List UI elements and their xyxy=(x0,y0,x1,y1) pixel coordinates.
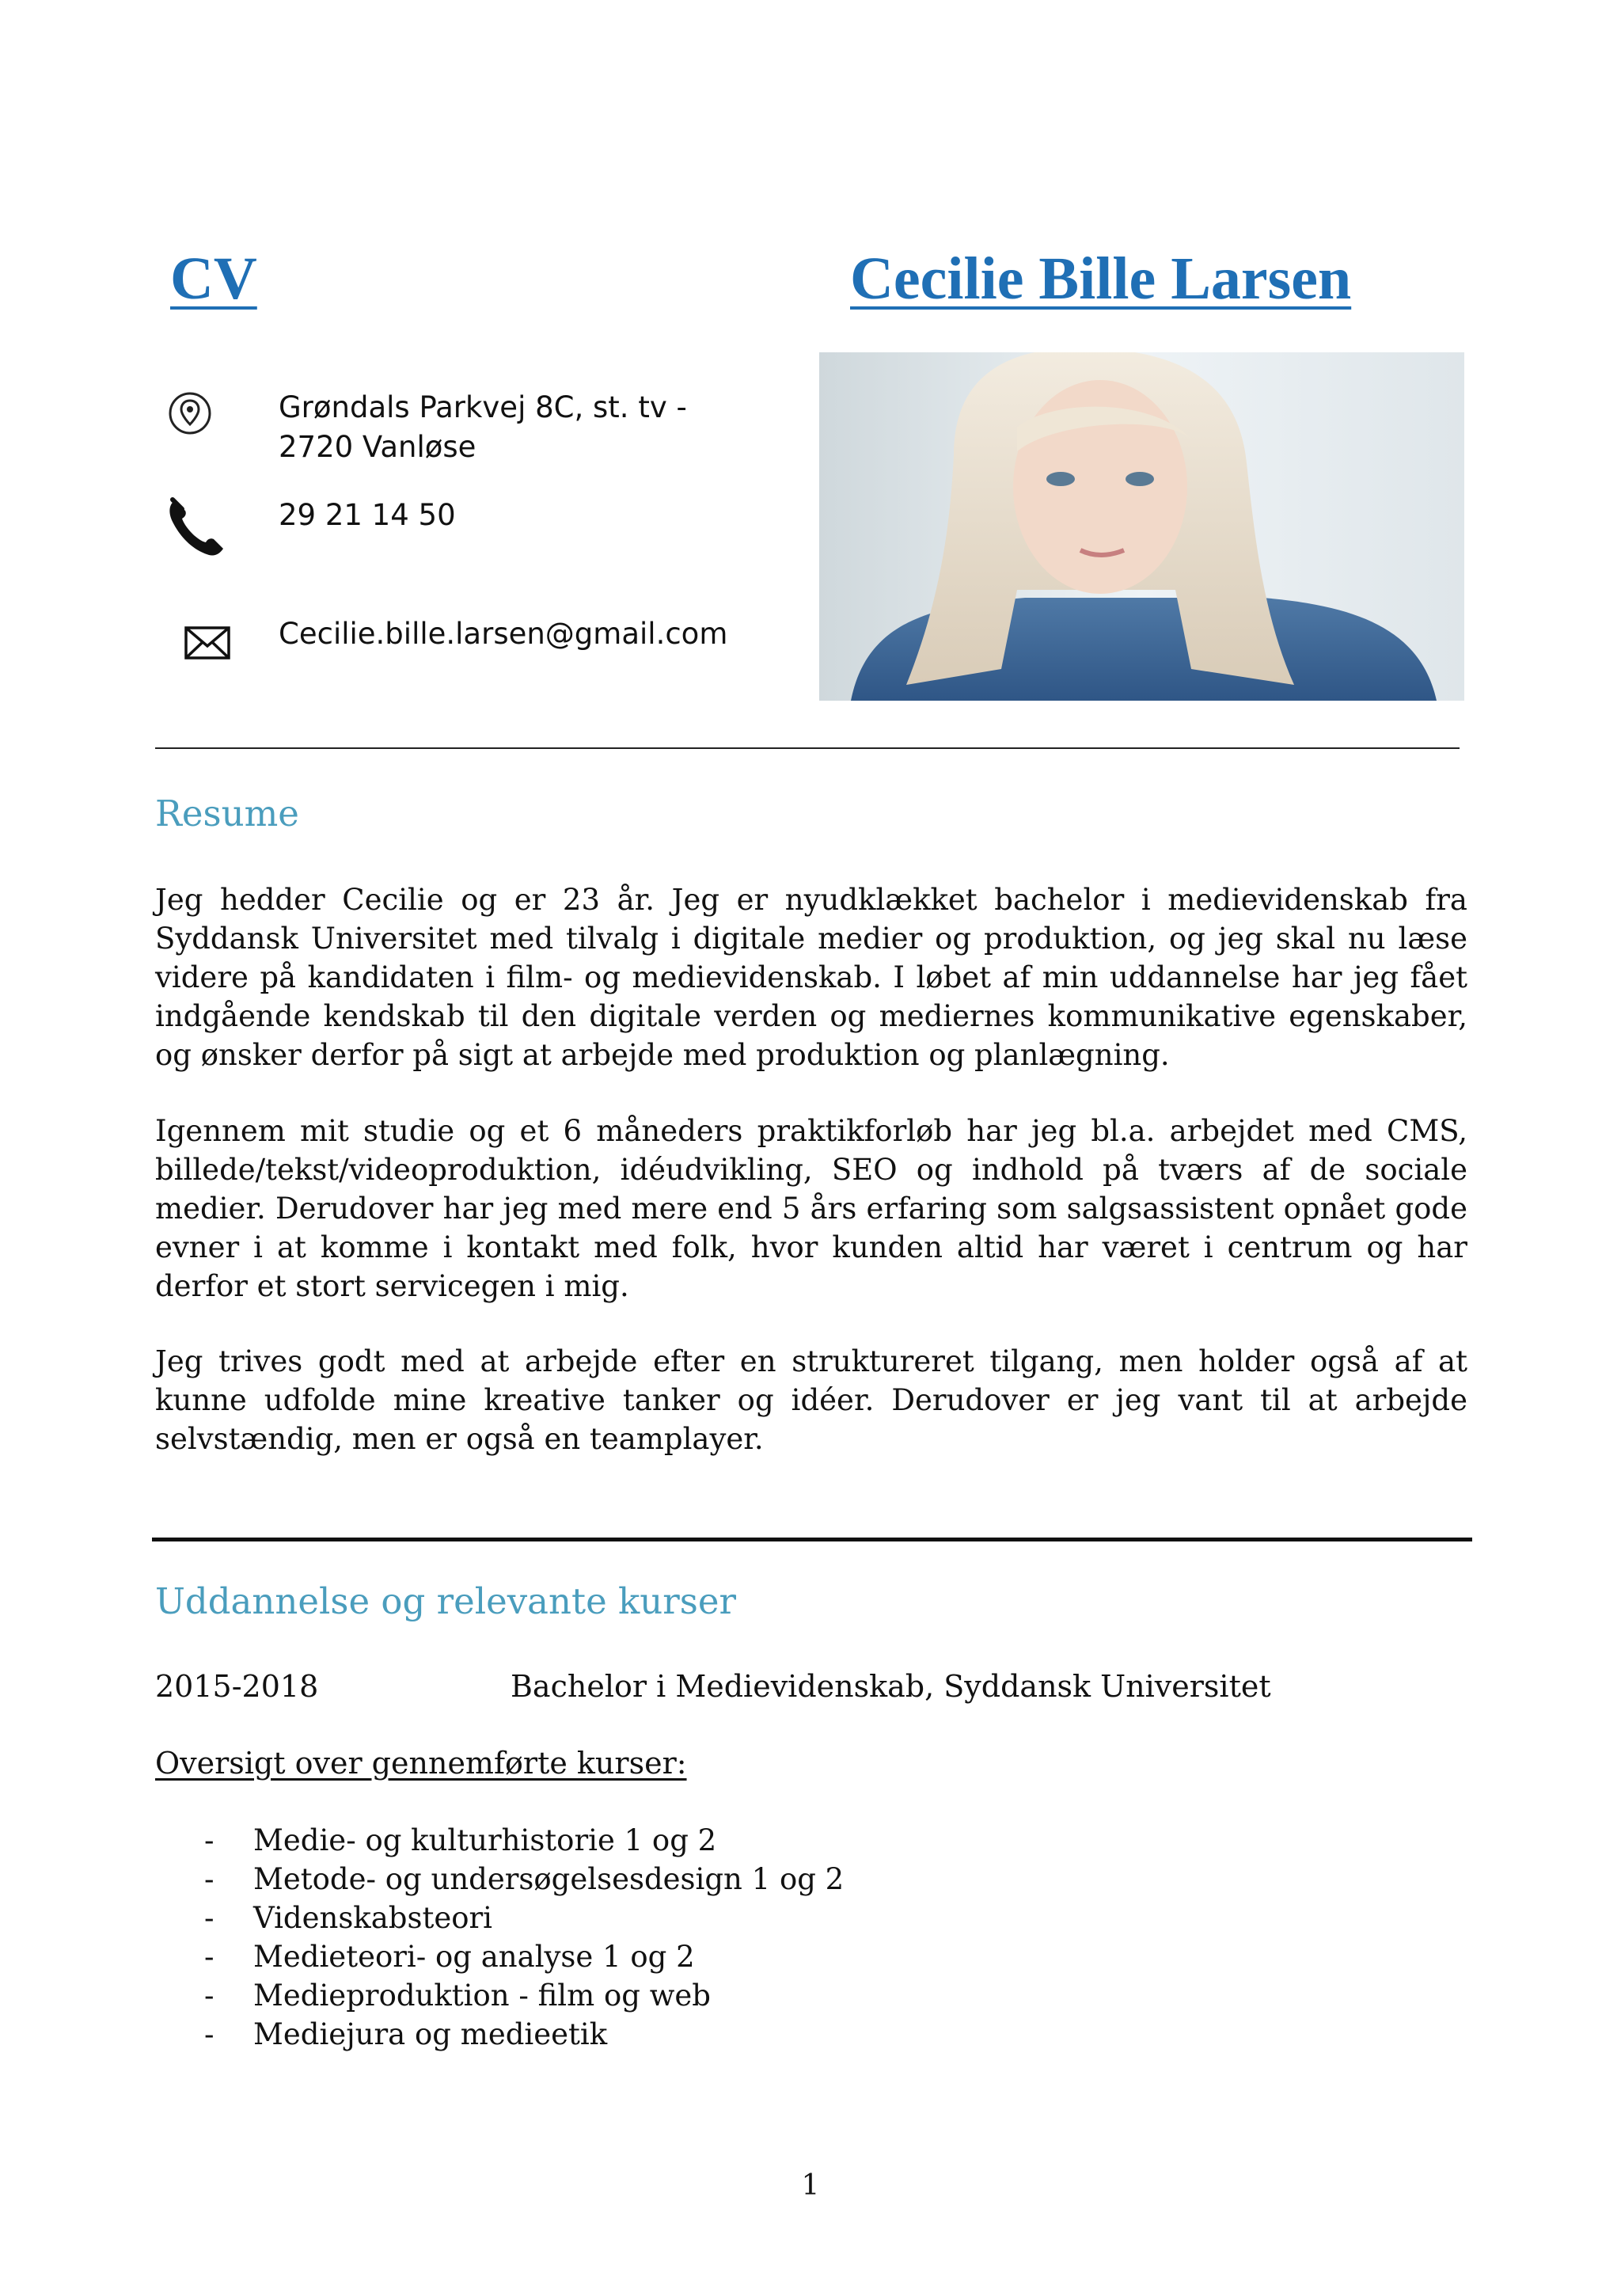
course-list xyxy=(204,1821,844,2054)
bullet-dash: - xyxy=(204,1823,214,1857)
resume-paragraph-1: Jeg hedder Cecilie og er 23 år. Jeg er nyudklækket bachelor i medievidenskab fra Syddansk Universitet med tilvalg i digitale medier og produktion, og jeg skal nu læse videre på kandidaten i film- og medievidenskab. I løbet af min uddannelse har jeg fået indgående kendskab til den digitale verden og mediernes kommunikative egenskaber, og ønsker derfor på sigt at arbejde med produktion og planlægning. xyxy=(155,883,1467,1072)
email-address: Cecilie.bille.larsen@gmail.com xyxy=(279,617,728,651)
envelope-icon xyxy=(184,625,231,660)
list-item xyxy=(204,1937,844,1976)
resume-paragraph-3: Jeg trives godt med at arbejde efter en struktureret tilgang, men holder også af at kunne udfolde mine kreative tanker og idéer. Derudover er jeg vant til at arbejde selvstændig, men er også en teamplayer. xyxy=(155,1344,1467,1456)
bullet-dash: - xyxy=(204,1940,214,1974)
resume-paragraph-2: Igennem mit studie og et 6 måneders praktikforløb har jeg bl.a. arbejdet med CMS, billede/tekst/videoproduktion, idéudvikling, SEO og indhold på tværs af de sociale medier. Derudover har jeg med mere end 5 års erfaring som salgsassistent opnået gode evner i at komme i kontakt med folk, hvor kunden altid har været i centrum og har derfor et stort servicegen i mig. xyxy=(155,1114,1467,1303)
location-pin-icon xyxy=(166,390,214,437)
bullet-dash: - xyxy=(204,1901,214,1935)
address-line-1: Grøndals Parkvej 8C, st. tv - xyxy=(279,390,687,424)
education-heading: Uddannelse og relevante kurser xyxy=(155,1580,736,1622)
bullet-dash: - xyxy=(204,2017,214,2051)
address xyxy=(279,388,687,467)
phone-icon xyxy=(166,495,226,558)
resume-heading: Resume xyxy=(155,793,299,834)
course-name: Medieteori- og analyse 1 og 2 xyxy=(253,1940,695,1974)
name-title: Cecilie Bille Larsen xyxy=(850,245,1352,312)
cv-title: CV xyxy=(170,245,257,312)
list-item xyxy=(204,2015,844,2054)
header-divider xyxy=(155,747,1460,749)
list-item xyxy=(204,1860,844,1899)
bullet-dash: - xyxy=(204,1862,214,1896)
section-divider xyxy=(152,1538,1472,1541)
course-name: Metode- og undersøgelsesdesign 1 og 2 xyxy=(253,1862,845,1896)
list-item xyxy=(204,1976,844,2015)
phone-number: 29 21 14 50 xyxy=(279,498,456,532)
bullet-dash: - xyxy=(204,1979,214,2013)
course-name: Videnskabsteori xyxy=(253,1901,493,1935)
course-name: Medieproduktion - film og web xyxy=(253,1979,711,2013)
education-years: 2015-2018 xyxy=(155,1669,319,1704)
courses-heading: Oversigt over gennemførte kurser: xyxy=(155,1746,687,1781)
course-name: Mediejura og medieetik xyxy=(253,2017,608,2051)
page-number: 1 xyxy=(801,2169,820,2202)
list-item xyxy=(204,1899,844,1937)
profile-photo xyxy=(819,352,1464,701)
address-line-2: 2720 Vanløse xyxy=(279,430,476,464)
education-degree: Bachelor i Medievidenskab, Syddansk Universitet xyxy=(511,1669,1271,1704)
list-item xyxy=(204,1821,844,1860)
course-name: Medie- og kulturhistorie 1 og 2 xyxy=(253,1823,717,1857)
